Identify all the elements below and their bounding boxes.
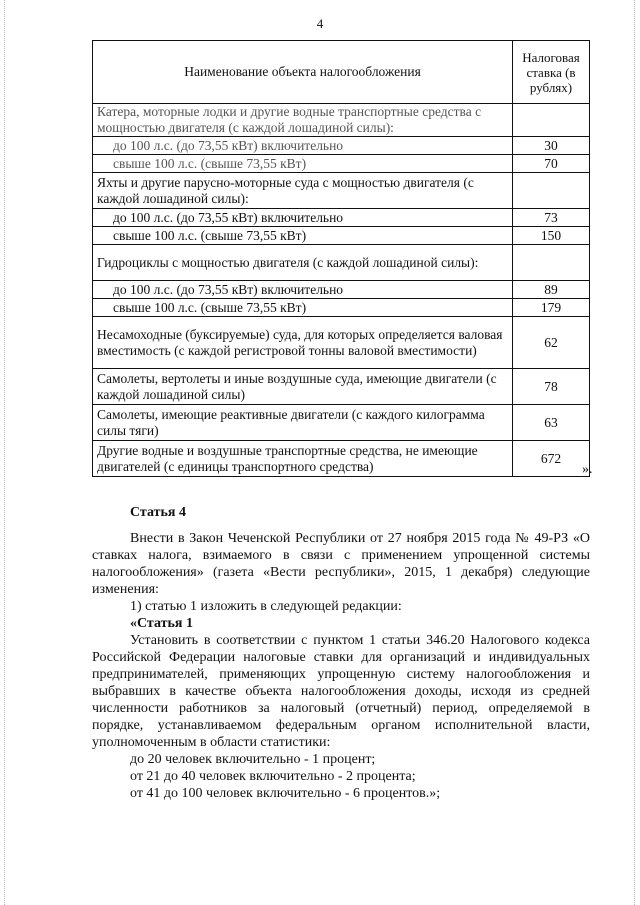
row-name: Катера, моторные лодки и другие водные транспортные средства с мощностью двигателя (с каждой лошадиной силы):: [93, 104, 513, 137]
row-rate: 89: [513, 281, 590, 299]
article-item-1: 1) статью 1 изложить в следующей редакции:: [130, 599, 402, 614]
list-item: до 20 человек включительно - 1 процент;: [130, 752, 376, 767]
scan-edge-right: [634, 0, 636, 905]
row-rate: 63: [513, 405, 590, 441]
tax-rate-table: [92, 40, 590, 477]
row-name: Самолеты, вертолеты и иные воздушные суда, имеющие двигатели (с каждой лошадиной силы): [93, 369, 513, 405]
table-closing-quote: ».: [582, 462, 593, 477]
row-rate: [513, 173, 590, 209]
row-rate: 78: [513, 369, 590, 405]
article-paragraph: Установить в соответствии с пунктом 1 статьи 346.20 Налогового кодекса Российской Федерации налоговые ставки для организаций и индивидуальных предпринимателей, применяющих упрощенную систему налогообложения и выбравших в качестве объекта налогообложения доходы, исходя из средней численности работников за налоговый (отчетный) период, определяемой в порядке, устанавливаемом федеральным органом исполнительной власти, уполномоченным в области статистики:: [92, 633, 590, 750]
row-name: свыше 100 л.с. (свыше 73,55 кВт): [93, 227, 513, 245]
list-item: от 21 до 40 человек включительно - 2 процента;: [130, 769, 416, 784]
row-rate: 70: [513, 155, 590, 173]
list-item: от 41 до 100 человек включительно - 6 процентов.»;: [130, 786, 441, 801]
row-rate: 179: [513, 299, 590, 317]
row-name: Несамоходные (буксируемые) суда, для которых определяется валовая вместимость (с каждой регистровой тонны валовой вместимости): [93, 317, 513, 369]
row-rate: 150: [513, 227, 590, 245]
row-name: Гидроциклы с мощностью двигателя (с каждой лошадиной силы):: [93, 245, 513, 281]
row-name: Яхты и другие парусно-моторные суда с мощностью двигателя (с каждой лошадиной силы):: [93, 173, 513, 209]
table-row: [93, 441, 590, 477]
table-row: [93, 317, 590, 369]
scan-edge-left: [4, 0, 6, 905]
row-name: свыше 100 л.с. (свыше 73,55 кВт): [93, 299, 513, 317]
table-row: [93, 245, 590, 281]
quoted-article-title: «Статья 1: [130, 616, 193, 631]
row-rate: 30: [513, 137, 590, 155]
header-tax-rate: Налоговая ставка (в рублях): [513, 41, 590, 104]
table-row: [93, 173, 590, 209]
table-row: [93, 281, 590, 299]
row-rate: 672: [513, 441, 590, 477]
table-row: [93, 209, 590, 227]
table-row: [93, 227, 590, 245]
table-row: [93, 155, 590, 173]
row-rate: [513, 104, 590, 137]
table-row: [93, 137, 590, 155]
header-object-name: Наименование объекта налогообложения: [93, 41, 513, 104]
row-name: Самолеты, имеющие реактивные двигатели (с каждого килограмма силы тяги): [93, 405, 513, 441]
row-name: до 100 л.с. (до 73,55 кВт) включительно: [93, 209, 513, 227]
row-name: свыше 100 л.с. (свыше 73,55 кВт): [93, 155, 513, 173]
article-title: Статья 4: [130, 505, 186, 520]
article-intro: Внести в Закон Чеченской Республики от 27 ноября 2015 года № 49-РЗ «О ставках налога, взимаемого в связи с применением упрощенной системы налогообложения» (газета «Вести республики», 2015, 1 декабря) следующие изменения:: [92, 531, 590, 597]
row-rate: 62: [513, 317, 590, 369]
row-rate: 73: [513, 209, 590, 227]
page-number: 4: [316, 16, 324, 31]
table-row: [93, 405, 590, 441]
article-body: [92, 530, 590, 802]
row-name: до 100 л.с. (до 73,55 кВт) включительно: [93, 281, 513, 299]
table-row: [93, 369, 590, 405]
table-header-row: [93, 41, 590, 104]
row-name: до 100 л.с. (до 73,55 кВт) включительно: [93, 137, 513, 155]
table-row: [93, 104, 590, 137]
row-name: Другие водные и воздушные транспортные средства, не имеющие двигателей (с единицы транспортного средства): [93, 441, 513, 477]
row-rate: [513, 245, 590, 281]
table-row: [93, 299, 590, 317]
